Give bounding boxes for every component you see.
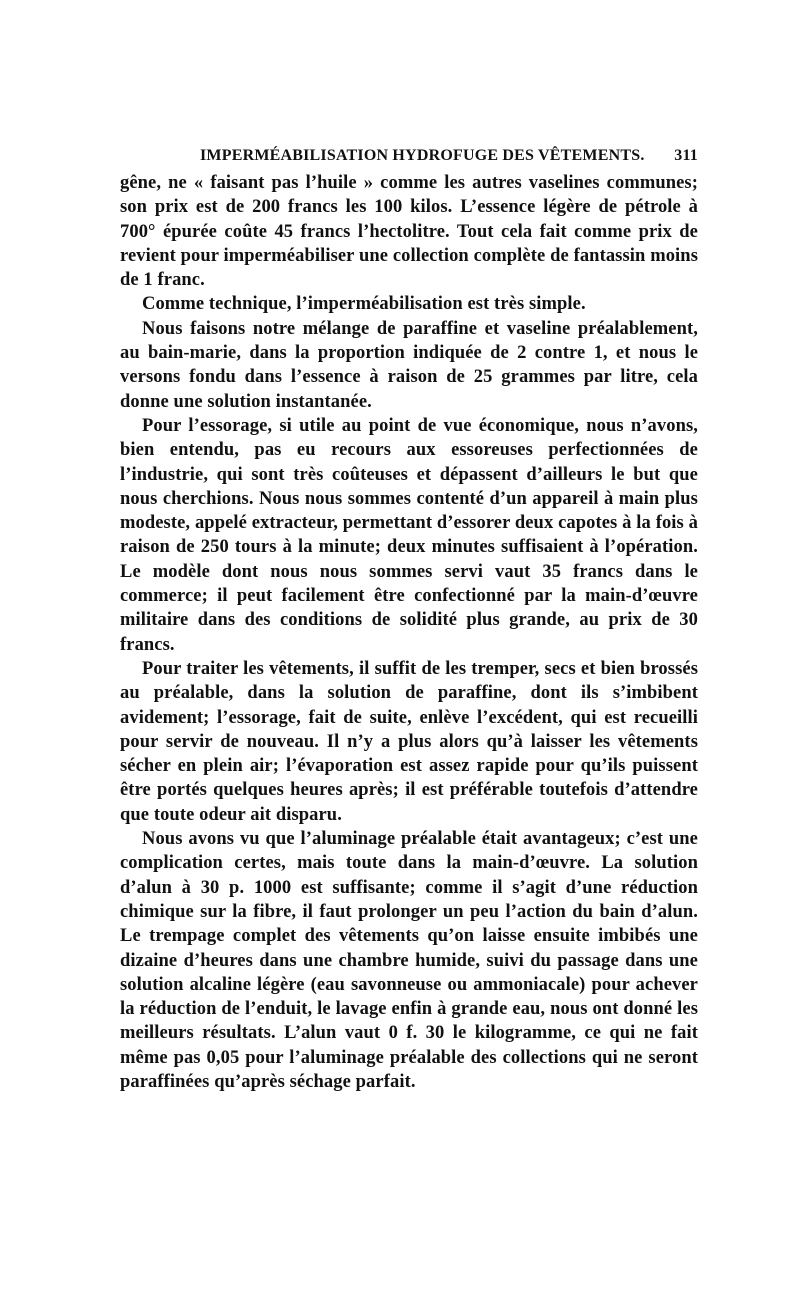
paragraph-aluminage: Nous avons vu que l’aluminage préalable était avantageux; c’est une complication certes, mais toute dans la main-d’œuvre. La solution d’alun à 30 p. 1000 est suffisante; comme il s’agit d’une réduction chimique sur la fibre, il faut prolonger un peu l’action du bain d’alun. Le trempage complet des vêtements qu’on laisse ensuite imbibés une dizaine d’heures dans une chambre humide, suivi du passage dans une solution alcaline légère (eau savonneuse ou ammoniacale) pour achever la réduction de l’enduit, le lavage enfin à grande eau, nous ont donné les meilleurs résultats. L’alun vaut 0 f. 30 le kilogramme, ce qui ne fait même pas 0,05 pour l’aluminage préalable des collections qui ne seront paraffinées qu’après séchage parfait. bbox=[120, 829, 698, 1092]
paragraph-traitement: Pour traiter les vêtements, il suffit de les tremper, secs et bien brossés au préalable, dans la solution de paraffine, dont ils s’imbibent avidement; l’essorage, fait de suite, enlève l’excédent, qui est recueilli pour servir de nouveau. Il n’y a plus alors qu’à laisser les vêtements sécher en plein air; l’évaporation est assez rapide pour qu’ils puissent être portés quelques heures après; il est préférable toutefois d’attendre que toute odeur ait disparu. bbox=[120, 658, 698, 825]
body-text bbox=[120, 171, 698, 1094]
paragraph-technique: Comme technique, l’imperméabilisation est très simple. bbox=[142, 294, 586, 315]
running-header bbox=[120, 147, 698, 169]
paragraph-continuation: gêne, ne « faisant pas l’huile » comme les autres vaselines communes; son prix est de 200 francs les 100 kilos. L’essence légère de pétrole à 700° épurée coûte 45 francs l’hectolitre. Tout cela fait comme prix de revient pour imperméabiliser une collection complète de fantassin moins de 1 franc. bbox=[120, 173, 698, 291]
paragraph-melange: Nous faisons notre mélange de paraffine et vaseline préalablement, au bain-marie, dans la proportion indiquée de 2 contre 1, et nous le versons fondu dans l’essence à raison de 25 grammes par litre, cela donne une solution instantanée. bbox=[120, 318, 698, 412]
page-number: 311 bbox=[674, 147, 698, 164]
paragraph-essorage: Pour l’essorage, si utile au point de vue économique, nous n’avons, bien entendu, pas eu recours aux essoreuses perfectionnées de l’industrie, qui sont très coûteuses et dépassent d’ailleurs le but que nous cherchions. Nous nous sommes contenté d’un appareil à main plus modeste, appelé extracteur, permettant d’essorer deux capotes à la fois à raison de 250 tours à la minute; deux minutes suffisaient à l’opération. Le modèle dont nous nous sommes servi vaut 35 francs dans le commerce; il peut facilement être confectionné par la main-d’œuvre militaire dans des conditions de solidité plus grande, au prix de 30 francs. bbox=[120, 415, 698, 655]
running-title: IMPERMÉABILISATION HYDROFUGE DES VÊTEMENTS. bbox=[200, 147, 645, 164]
